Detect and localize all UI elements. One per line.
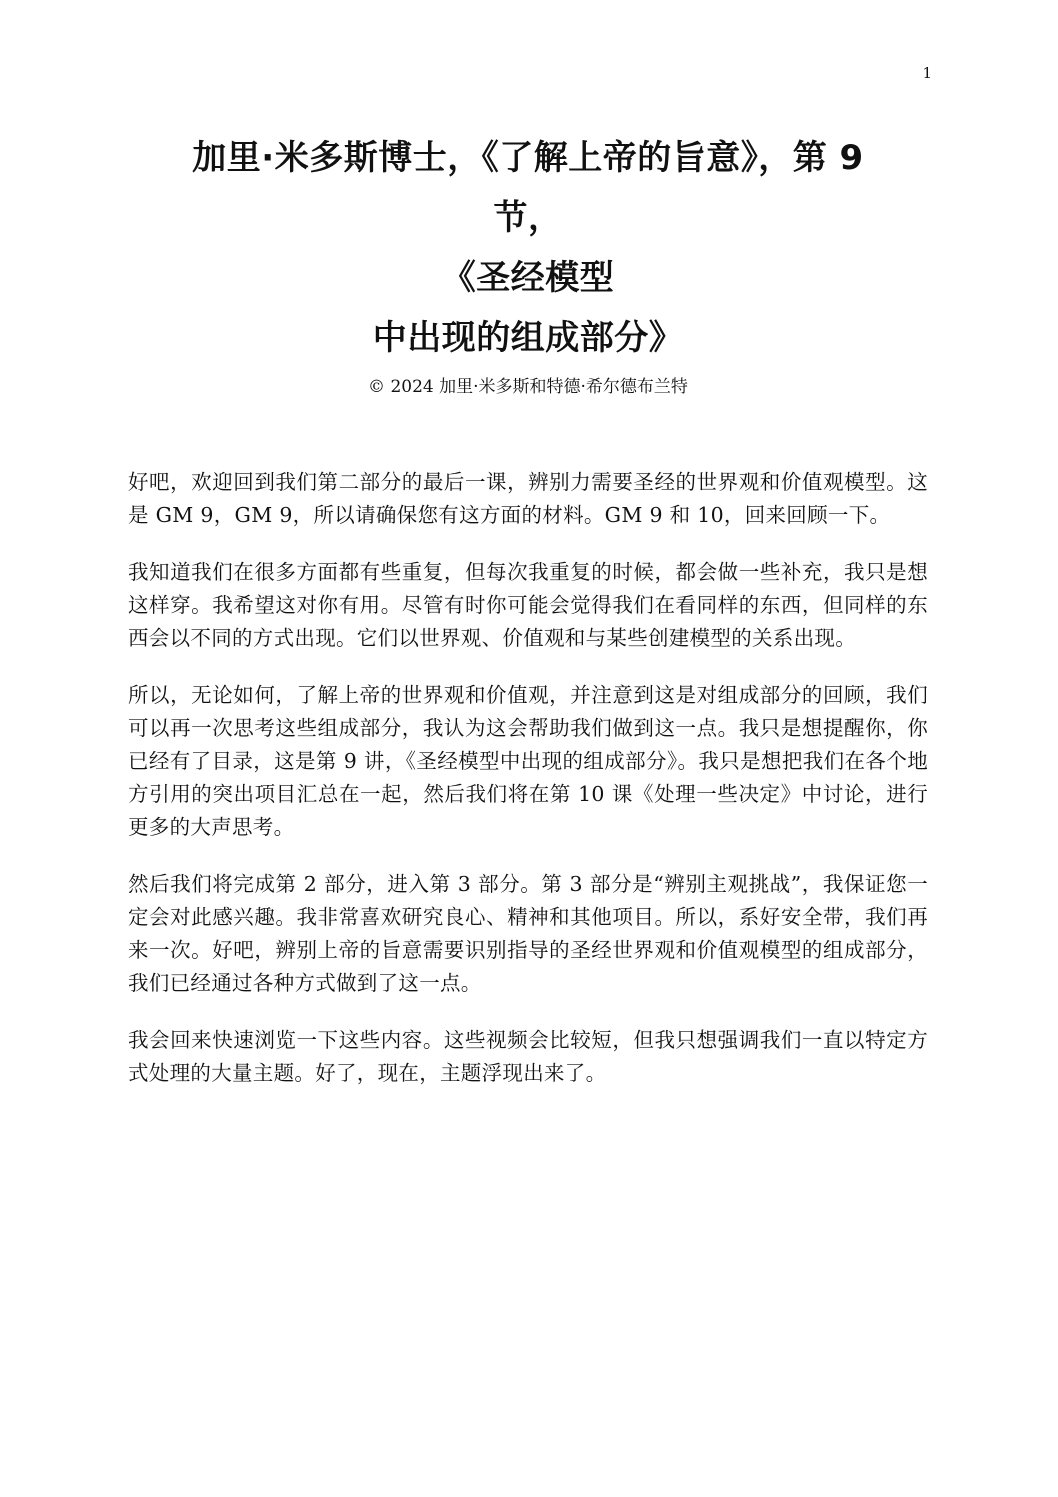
title-line-4: 中出现的组成部分》	[372, 318, 684, 358]
document-title	[128, 128, 928, 400]
paragraph-1: 好吧，欢迎回到我们第二部分的最后一课，辨别力需要圣经的世界观和价值观模型。这是 GM 9，GM 9，所以请确保您有这方面的材料。GM 9 和 10，回来回顾一下。	[128, 470, 928, 527]
title-line-3: 《圣经模型	[441, 258, 615, 298]
paragraph-4: 然后我们将完成第 2 部分，进入第 3 部分。第 3 部分是“辨别主观挑战”，我保证您一定会对此感兴趣。我非常喜欢研究良心、精神和其他项目。所以，系好安全带，我们再来一次。好吧，辨别上帝的旨意需要识别指导的圣经世界观和价值观模型的组成部分，我们已经通过各种方式做到了这一点。	[128, 872, 928, 995]
paragraph-3: 所以，无论如何，了解上帝的世界观和价值观，并注意到这是对组成部分的回顾，我们可以再一次思考这些组成部分，我认为这会帮助我们做到这一点。我只是想提醒你，你已经有了目录，这是第 9 讲，《圣经模型中出现的组成部分》。我只是想把我们在各个地方引用的突出项目汇总在一起，然后我们将在第 10 课《处理一些决定》中讨论，进行更多的大声思考。	[128, 683, 928, 839]
title-line-1: 加里·米多斯博士，《了解上帝的旨意》，第 9	[192, 138, 864, 178]
paragraph-5: 我会回来快速浏览一下这些内容。这些视频会比较短，但我只想强调我们一直以特定方式处理的大量主题。好了，现在，主题浮现出来了。	[128, 1028, 928, 1085]
title-line-2: 节，	[493, 198, 563, 238]
page-number: 1	[922, 64, 932, 82]
paragraph-2: 我知道我们在很多方面都有些重复，但每次我重复的时候，都会做一些补充，我只是想这样穿。我希望这对你有用。尽管有时你可能会觉得我们在看同样的东西，但同样的东西会以不同的方式出现。它们以世界观、价值观和与某些创建模型的关系出现。	[128, 560, 928, 650]
body-text	[128, 466, 928, 1114]
copyright-line: © 2024 加里·米多斯和特德·希尔德布兰特	[368, 377, 688, 397]
